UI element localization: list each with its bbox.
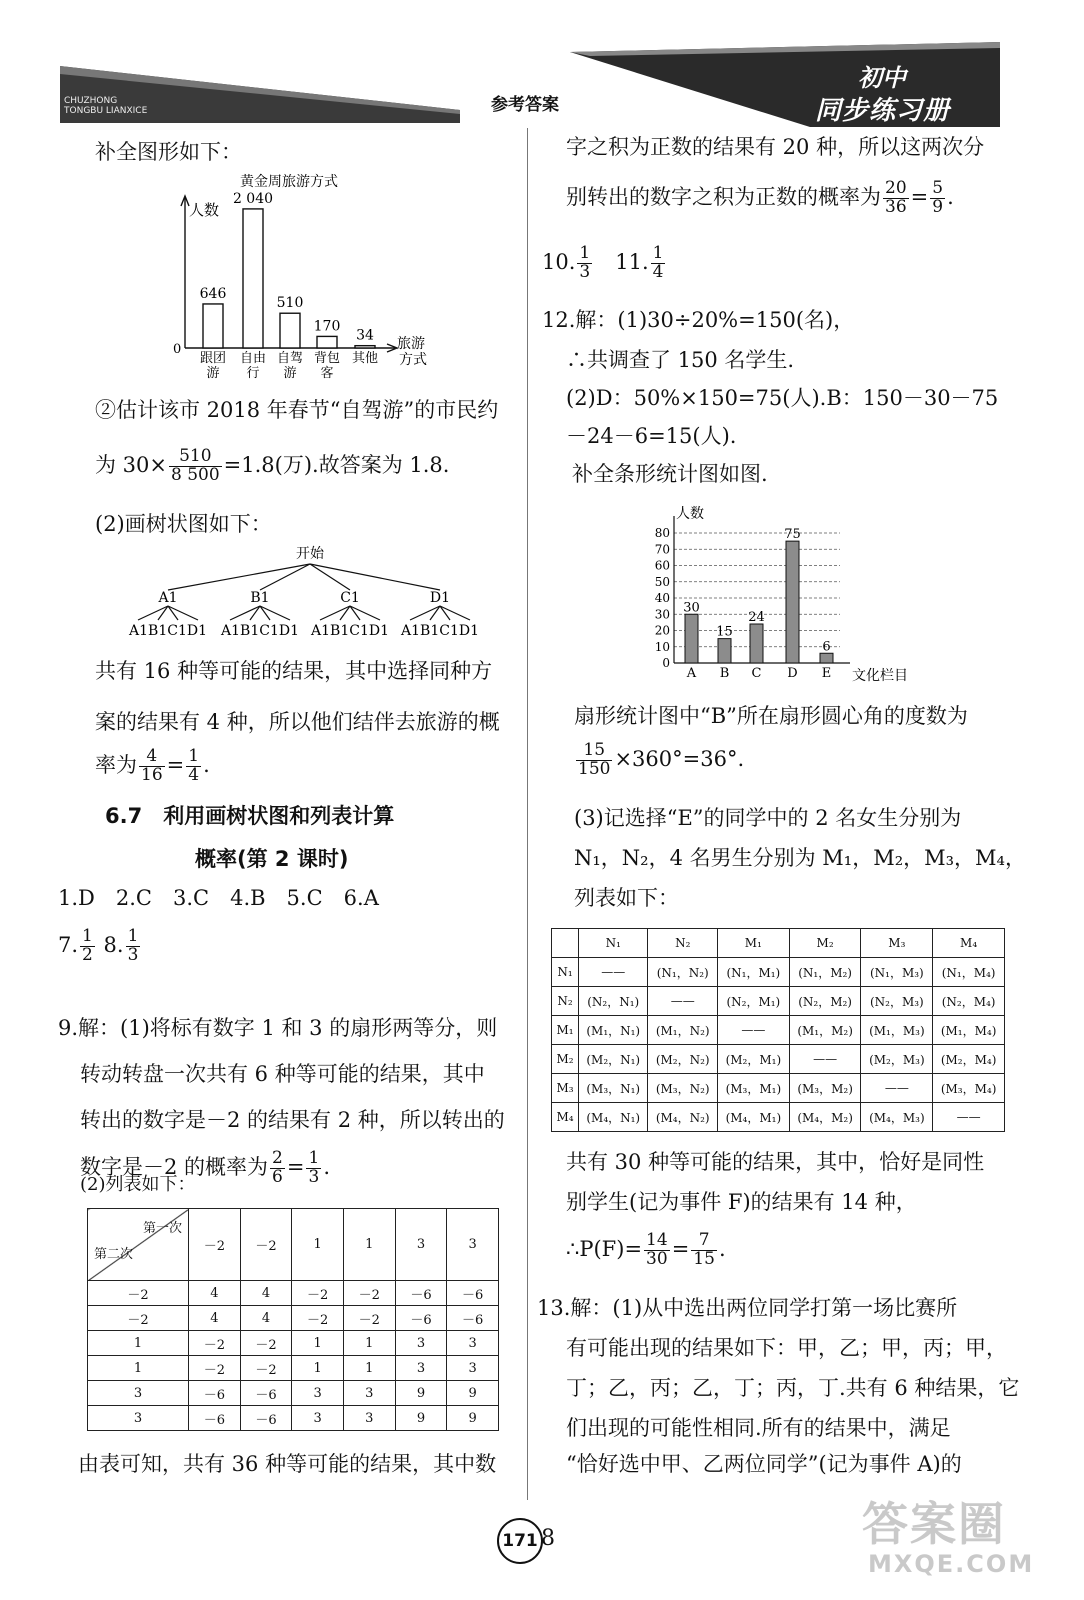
- corner-label-top: 第一次: [142, 1221, 182, 1236]
- fraction-denominator: 4: [188, 764, 200, 785]
- table-cell: －2: [189, 1356, 241, 1381]
- fraction-1-4: [186, 748, 201, 785]
- table-cell: －2: [240, 1331, 292, 1356]
- tree-node: A1: [158, 590, 178, 606]
- table-cell: ——: [579, 958, 648, 987]
- table-cell: (N₁，M₁): [717, 958, 789, 987]
- tree-branch: [168, 564, 310, 590]
- table-header-cell: －2: [240, 1209, 292, 1281]
- left-line-3-suffix: =1.8(万).故答案为 1.8.: [223, 452, 450, 477]
- table-cell: 1: [88, 1331, 189, 1356]
- fraction-numerator: 2: [272, 1148, 283, 1168]
- table-row: [552, 1045, 1005, 1074]
- brand-text-2: TONGBU LIANXICE: [64, 106, 148, 116]
- fraction-1-3: [577, 245, 592, 282]
- equals-sign: =: [671, 1236, 690, 1261]
- fraction-numerator: 1: [188, 746, 200, 766]
- fraction-2-6: [270, 1150, 285, 1187]
- fraction-denominator: 30: [646, 1248, 668, 1269]
- q13-line-4: 们出现的可能性相同.所有的结果中，满足: [566, 1416, 951, 1440]
- table-cell: (N₂，N₁): [579, 987, 648, 1016]
- table-header-cell: M₃: [861, 929, 933, 958]
- table-cell: (M₄，M₁): [717, 1103, 789, 1132]
- fraction-denominator: 36: [885, 196, 907, 217]
- left-line-7: [95, 748, 210, 785]
- table-cell: －2: [292, 1306, 344, 1331]
- table-cell: －6: [240, 1406, 292, 1431]
- table-cell: 1: [292, 1331, 344, 1356]
- q13-line-3: 丁；乙，丙；乙，丁；丙，丁.共有 6 种结果，它: [566, 1376, 1020, 1400]
- table-cell: (M₁，M₄): [933, 1016, 1005, 1045]
- fraction-denominator: 3: [127, 944, 139, 965]
- table-cell: ——: [933, 1103, 1005, 1132]
- table-row: [88, 1281, 499, 1306]
- tick-label: 0: [662, 656, 670, 670]
- fraction-numerator: 510: [169, 448, 222, 467]
- table-cell: ——: [648, 987, 717, 1016]
- tick-label: 80: [654, 526, 670, 540]
- tick-label: B: [719, 666, 730, 681]
- table-cell: ——: [717, 1016, 789, 1045]
- tick-label: 10: [654, 639, 670, 654]
- origin-label: 0: [173, 342, 182, 357]
- table-cell: (N₂，M₂): [789, 987, 861, 1016]
- data-label: 75: [784, 527, 801, 543]
- fraction-20-36: [883, 180, 909, 217]
- fraction-1-4: [651, 245, 666, 282]
- tick-label: 其他: [351, 351, 379, 366]
- logo-text-2: 同步练习册: [815, 96, 951, 126]
- table-cell: 4: [240, 1281, 292, 1306]
- q12-line-7-suffix: ×360°=36°.: [614, 746, 745, 771]
- q9-line-3: 转出的数字是－2 的结果有 2 种，所以转出的: [80, 1108, 505, 1132]
- table-header-cell: [552, 929, 579, 958]
- table-cell: 3: [292, 1381, 344, 1406]
- q9-line-1: 9.解：(1)将标有数字 1 和 3 的扇形两等分，则: [58, 1016, 498, 1040]
- table-cell: －2: [240, 1356, 292, 1381]
- bar: [820, 653, 833, 663]
- tree-node: C1: [340, 590, 360, 606]
- table-cell: 3: [343, 1381, 395, 1406]
- table-row: [88, 1331, 499, 1356]
- q9-line-2: 转动转盘一次共有 6 种等可能的结果，其中: [80, 1062, 485, 1086]
- x-axis-label: 旅游: [397, 336, 425, 352]
- bar: [203, 304, 223, 348]
- table-cell: 4: [240, 1306, 292, 1331]
- header-left-banner: [60, 48, 520, 128]
- table-row: [552, 1016, 1005, 1045]
- table-header-row: [552, 929, 1005, 958]
- table-header-cell: 3: [447, 1209, 499, 1281]
- table-cell: (M₃，M₄): [933, 1074, 1005, 1103]
- table-cell: (M₄，N₁): [579, 1103, 648, 1132]
- answers-1-6: 1.D 2.C 3.C 4.B 5.C 6.A: [58, 886, 379, 910]
- answer-11-number: 11.: [594, 249, 649, 274]
- fraction-numerator: 5: [932, 178, 944, 198]
- table-row: [552, 958, 1005, 987]
- fraction-denominator: 4: [652, 261, 664, 282]
- table-cell: M₄: [552, 1103, 579, 1132]
- table-cell: (M₄，M₃): [861, 1103, 933, 1132]
- table-cell: －6: [447, 1306, 499, 1331]
- data-label: 2 040: [232, 190, 274, 207]
- table-cell: 3: [447, 1356, 499, 1381]
- data-label: 34: [356, 327, 374, 344]
- table-cell: (N₂，M₃): [861, 987, 933, 1016]
- tick-label: D: [787, 666, 798, 681]
- bar: [685, 614, 698, 663]
- table-cell: N₁: [552, 958, 579, 987]
- data-label: 15: [716, 624, 733, 640]
- tick-label: E: [821, 666, 832, 681]
- equals-sign: =: [286, 1154, 305, 1179]
- fraction-14-30: [644, 1232, 670, 1269]
- fraction-denominator: 16: [141, 764, 163, 785]
- table-header-cell: M₄: [933, 929, 1005, 958]
- tick-label: 30: [654, 607, 670, 622]
- table-cell: 9: [395, 1381, 447, 1406]
- tree-diagram: [110, 540, 510, 645]
- table-header-cell: M₁: [717, 929, 789, 958]
- tick-label: 跟团: [199, 351, 227, 366]
- table-cell: (N₂，M₄): [933, 987, 1005, 1016]
- table-cell: (M₂，N₁): [579, 1045, 648, 1074]
- table-cell: (N₁，M₂): [789, 958, 861, 987]
- right-line-2-prefix: 别转出的数字之积为正数的概率为: [566, 184, 881, 209]
- table-cell: －2: [88, 1281, 189, 1306]
- answer-7-number: 7.: [58, 932, 79, 957]
- table-cell: (N₁，M₄): [933, 958, 1005, 987]
- fraction-numerator: 1: [579, 243, 591, 263]
- table-cell: (M₂，M₃): [861, 1045, 933, 1074]
- tree-node: B1: [250, 590, 270, 606]
- q12-line-3: (2)D：50%×150=75(人).B：150－30－75: [566, 386, 999, 410]
- q9-line-5: (2)列表如下：: [80, 1174, 196, 1195]
- fraction-denominator: 3: [579, 261, 591, 282]
- tick-label: 40: [654, 591, 670, 605]
- answers-10-11: [542, 245, 667, 282]
- table-cell: 1: [292, 1356, 344, 1381]
- y-axis-label: 人数: [676, 506, 704, 522]
- q12-line-1: 12.解：(1)30÷20%=150(名)，: [542, 308, 855, 332]
- table-cell: M₂: [552, 1045, 579, 1074]
- q13-line-2: 有可能出现的结果如下：甲，乙；甲，丙；甲，: [566, 1336, 1007, 1360]
- fraction-denominator: 15: [693, 1248, 715, 1269]
- table-cell: (N₂，M₁): [717, 987, 789, 1016]
- table-cell: 3: [395, 1331, 447, 1356]
- fraction-numerator: 20: [885, 178, 907, 198]
- table-cell: 9: [395, 1406, 447, 1431]
- column-divider: [527, 128, 528, 1500]
- table-header-cell: 1: [343, 1209, 395, 1281]
- bar: [317, 336, 337, 348]
- tree-leaves: A1B1C1D1: [401, 623, 479, 639]
- tick-label: 游: [206, 366, 220, 381]
- table-cell: －6: [189, 1406, 241, 1431]
- table-cell: N₂: [552, 987, 579, 1016]
- table-cell: －2: [343, 1306, 395, 1331]
- table-row: [552, 1103, 1005, 1132]
- watermark-url: MXQE.COM: [868, 1550, 1035, 1578]
- q12-line-5: 补全条形统计图如图.: [572, 462, 768, 486]
- table-header-cell: 3: [395, 1209, 447, 1281]
- tick-label: 自由: [239, 351, 267, 366]
- period: .: [947, 184, 954, 209]
- left-line-6: 案的结果有 4 种，所以他们结伴去旅游的概: [95, 710, 500, 734]
- q12-line-9: N₁，N₂，4 名男生分别为 M₁，M₂，M₃，M₄，: [574, 846, 1026, 870]
- left-line-5: 共有 16 种等可能的结果，其中选择同种方: [95, 659, 493, 683]
- table-cell: (M₂，N₂): [648, 1045, 717, 1074]
- header-title: 参考答案: [491, 95, 559, 115]
- page-number: 171: [497, 1518, 543, 1564]
- table-cell: ——: [789, 1045, 861, 1074]
- table-cell: (M₁，N₁): [579, 1016, 648, 1045]
- data-label: 510: [276, 295, 304, 312]
- bar: [280, 313, 300, 348]
- bar: [786, 541, 799, 663]
- fraction-denominator: 8 500: [171, 464, 220, 485]
- table-cell: (M₄，M₂): [789, 1103, 861, 1132]
- fraction-denominator: 3: [308, 1166, 320, 1187]
- table-cell: 9: [447, 1406, 499, 1431]
- left-line-7-prefix: 率为: [95, 752, 137, 777]
- fraction-7-15: [691, 1232, 717, 1269]
- data-label: 170: [313, 318, 341, 335]
- brand-text-1: CHUZHONG: [64, 96, 118, 106]
- tick-label: 游: [283, 366, 297, 381]
- equals-sign: =: [166, 752, 185, 777]
- table-cell: M₃: [552, 1074, 579, 1103]
- left-line-3: [95, 448, 449, 485]
- table-row: [88, 1306, 499, 1331]
- tick-label: 50: [654, 574, 670, 589]
- x-axis-label: 方式: [399, 352, 427, 368]
- table-header-cell: N₂: [648, 929, 717, 958]
- q13-line-5: “恰好选中甲、乙两位同学”(记为事件 A)的: [566, 1452, 962, 1476]
- chart-title: 黄金周旅游方式: [240, 174, 338, 190]
- fraction-numerator: 4: [139, 748, 165, 767]
- q12-line-4: －24－6=15(人).: [566, 424, 737, 448]
- table-cell: 1: [88, 1356, 189, 1381]
- tick-label: 自驾: [276, 351, 304, 366]
- q12-line-8: (3)记选择“E”的同学中的 2 名女生分别为: [574, 806, 962, 830]
- period: .: [718, 1236, 726, 1261]
- answer-10-number: 10.: [542, 249, 576, 274]
- table-cell: －6: [189, 1381, 241, 1406]
- page-ornament-icon: 8: [541, 1526, 555, 1551]
- tick-label: 客: [320, 366, 334, 381]
- table-header-cell: －2: [189, 1209, 241, 1281]
- q13-line-1: 13.解：(1)从中选出两位同学打第一场比赛所: [537, 1296, 958, 1320]
- q12-line-10: 列表如下：: [574, 886, 679, 910]
- table-cell: 3: [395, 1356, 447, 1381]
- period: .: [323, 1154, 330, 1179]
- table-cell: 9: [447, 1381, 499, 1406]
- table-row: [88, 1356, 499, 1381]
- q12-table: [551, 928, 1005, 1132]
- table-corner-cell: [88, 1209, 189, 1281]
- tick-label: A: [686, 666, 697, 681]
- table-header-row: [88, 1209, 499, 1281]
- data-label: 6: [822, 639, 831, 655]
- table-cell: M₁: [552, 1016, 579, 1045]
- culture-bar-chart: [640, 498, 940, 688]
- table-cell: －2: [189, 1331, 241, 1356]
- y-axis-label: 人数: [189, 201, 220, 219]
- tree-leaves: A1B1C1D1: [311, 623, 389, 639]
- fraction-numerator: 1: [652, 243, 664, 263]
- table-row: [88, 1406, 499, 1431]
- fraction-1-3: [126, 928, 141, 965]
- tree-branch: [260, 564, 310, 590]
- table-row: [88, 1381, 499, 1406]
- fraction-510-8500: [169, 448, 222, 485]
- tree-root: 开始: [296, 546, 324, 562]
- q12-line-6: 扇形统计图中“B”所在扇形圆心角的度数为: [574, 704, 968, 728]
- fraction-1-3: [306, 1150, 321, 1187]
- table-cell: 4: [189, 1281, 241, 1306]
- table-cell: －6: [395, 1281, 447, 1306]
- right-line-2: [566, 180, 954, 217]
- answers-7-8: [58, 928, 142, 965]
- left-line-1: 补全图形如下：: [95, 140, 242, 164]
- tick-label: 60: [654, 558, 670, 573]
- q9-line-4-prefix: 数字是－2 的概率为: [80, 1154, 269, 1179]
- bar: [243, 209, 263, 348]
- table-cell: (M₄，N₂): [648, 1103, 717, 1132]
- equals-sign: =: [910, 184, 929, 209]
- table-cell: (M₃，M₂): [789, 1074, 861, 1103]
- table-header-cell: N₁: [579, 929, 648, 958]
- fraction-numerator: 1: [308, 1148, 320, 1168]
- table-cell: (M₁，M₃): [861, 1016, 933, 1045]
- q12-line-13: [566, 1232, 726, 1269]
- table-cell: －6: [395, 1306, 447, 1331]
- section-title-line-2: 概率(第 2 课时): [195, 847, 349, 871]
- table-cell: 1: [343, 1356, 395, 1381]
- table-cell: 3: [88, 1406, 189, 1431]
- table-cell: 1: [343, 1331, 395, 1356]
- table-cell: (M₂，M₁): [717, 1045, 789, 1074]
- fraction-numerator: 1: [82, 926, 93, 946]
- bar: [750, 624, 763, 663]
- tree-leaves: A1B1C1D1: [221, 623, 299, 639]
- tick-label: 行: [246, 366, 260, 381]
- corner-label-bottom: 第二次: [94, 1247, 134, 1262]
- fraction-denominator: 2: [82, 944, 93, 965]
- fraction-denominator: 6: [272, 1166, 283, 1187]
- q12-line-13-prefix: ∴P(F)=: [566, 1236, 643, 1261]
- left-line-4: (2)画树状图如下：: [95, 512, 272, 536]
- fraction-1-2: [80, 928, 95, 965]
- table-cell: (N₁，M₃): [861, 958, 933, 987]
- tree-node: D1: [429, 590, 451, 606]
- tick-label: C: [751, 666, 762, 681]
- fraction-4-16: [139, 748, 165, 785]
- table-cell: 3: [88, 1381, 189, 1406]
- left-line-2: ②估计该市 2018 年春节“自驾游”的市民约: [95, 398, 499, 422]
- table-cell: (M₁，N₂): [648, 1016, 717, 1045]
- fraction-numerator: 14: [646, 1230, 668, 1250]
- q12-line-7: [574, 742, 744, 779]
- right-line-1: 字之积为正数的结果有 20 种，所以这两次分: [566, 135, 985, 159]
- table-cell: －2: [292, 1281, 344, 1306]
- table-cell: －2: [88, 1306, 189, 1331]
- table-cell: －6: [447, 1281, 499, 1306]
- table-cell: 4: [189, 1306, 241, 1331]
- table-cell: －2: [343, 1281, 395, 1306]
- period: .: [203, 752, 210, 777]
- fraction-5-9: [930, 180, 945, 217]
- table-cell: ——: [861, 1074, 933, 1103]
- table-cell: (M₃，N₁): [579, 1074, 648, 1103]
- bar: [718, 639, 731, 663]
- q9-table: [87, 1208, 499, 1431]
- table-cell: 3: [447, 1331, 499, 1356]
- q12-line-11: 共有 30 种等可能的结果，其中，恰好是同性: [566, 1150, 985, 1174]
- tick-label: 70: [654, 542, 670, 557]
- fraction-denominator: 150: [578, 758, 611, 779]
- data-label: 646: [199, 285, 227, 302]
- watermark-logo: 答案圈: [862, 1497, 1006, 1551]
- fraction-numerator: 1: [127, 926, 139, 946]
- table-cell: (M₁，M₂): [789, 1016, 861, 1045]
- data-label: 24: [748, 610, 765, 625]
- fraction-numerator: 15: [576, 742, 612, 761]
- data-label: 30: [683, 600, 700, 616]
- table-cell: 3: [343, 1406, 395, 1431]
- table-cell: (M₃，N₂): [648, 1074, 717, 1103]
- q9-line-6: 由表可知，共有 36 种等可能的结果，其中数: [78, 1452, 497, 1476]
- logo-text-1: 初中: [858, 64, 906, 92]
- table-cell: 3: [292, 1406, 344, 1431]
- table-cell: －6: [240, 1381, 292, 1406]
- answer-8-number: 8.: [96, 932, 124, 957]
- section-title-line-1: 6.7 利用画树状图和列表计算: [105, 804, 395, 828]
- q12-line-2: ∴共调查了 150 名学生.: [566, 348, 795, 372]
- tree-leaves: A1B1C1D1: [129, 623, 207, 639]
- x-axis-label: 文化栏目: [852, 668, 908, 684]
- fraction-15-150: [576, 742, 612, 779]
- table-cell: (M₂，M₄): [933, 1045, 1005, 1074]
- fraction-denominator: 9: [932, 196, 944, 217]
- tick-label: 20: [654, 623, 670, 638]
- table-header-cell: M₂: [789, 929, 861, 958]
- bar: [355, 346, 375, 348]
- tick-label: 背包: [313, 351, 341, 366]
- fraction-numerator: 7: [691, 1232, 717, 1251]
- table-header-cell: 1: [292, 1209, 344, 1281]
- table-row: [552, 1074, 1005, 1103]
- table-cell: (M₃，M₁): [717, 1074, 789, 1103]
- table-cell: (N₁，N₂): [648, 958, 717, 987]
- travel-bar-chart: [165, 168, 450, 388]
- table-row: [552, 987, 1005, 1016]
- left-line-3-prefix: 为 30×: [95, 452, 167, 477]
- q12-line-12: 别学生(记为事件 F)的结果有 14 种，: [566, 1190, 917, 1214]
